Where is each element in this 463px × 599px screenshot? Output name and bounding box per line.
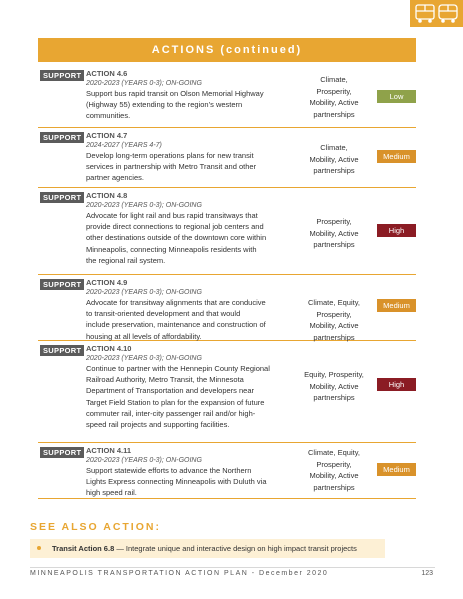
description-line: high speed rail. (86, 488, 137, 498)
section-header: ACTIONS (continued) (38, 38, 416, 62)
action-content (86, 278, 286, 342)
description-line: services in partnership with Metro Transit and other (86, 162, 257, 172)
support-badge: SUPPORT (40, 447, 84, 458)
action-content (86, 191, 286, 266)
support-badge: SUPPORT (40, 345, 84, 356)
action-row (38, 341, 416, 443)
action-title: ACTION 4.9 (86, 278, 128, 287)
action-goals (294, 369, 374, 404)
goal-line: partnerships (313, 240, 355, 249)
action-row (38, 443, 416, 499)
action-description (86, 297, 286, 342)
goal-line: Mobility, Active (309, 98, 359, 107)
goal-line: Mobility, Active (309, 154, 359, 164)
action-goals (294, 142, 374, 177)
action-content (86, 446, 286, 499)
action-row (38, 275, 416, 341)
description-line: communities. (86, 111, 131, 121)
goal-line: Prosperity, (316, 217, 352, 226)
description-line: to transit-oriented development and that would (86, 309, 241, 319)
description-line: Advocate for light rail and bus rapid transitways that (86, 211, 258, 220)
description-line: Railroad Authority, Metro Transit, the Minnesota (86, 375, 244, 385)
description-line: include preservation, maintenance and construction of (86, 320, 266, 330)
actions-table (38, 66, 416, 499)
priority-badge: High (377, 378, 416, 391)
support-badge: SUPPORT (40, 70, 84, 81)
goal-line: partnerships (313, 109, 355, 119)
description-line: provide direct connections to regional job centers and (86, 222, 264, 232)
action-title: ACTION 4.7 (86, 131, 128, 140)
description-line: partner agencies. (86, 173, 144, 183)
support-badge: SUPPORT (40, 279, 84, 290)
description-line: Continue to partner with the Hennepin County Regional (86, 364, 270, 373)
bus-train-icon (415, 3, 459, 24)
priority-badge: Medium (377, 299, 416, 312)
description-line: Minneapolis, connecting Minneapolis residents with (86, 244, 257, 254)
action-description (86, 150, 286, 184)
goal-line: Prosperity, (316, 86, 352, 96)
action-row (38, 128, 416, 188)
see-also-heading: SEE ALSO ACTION: (30, 521, 161, 533)
action-years: 2024-2027 (YEARS 4-7) (86, 142, 162, 149)
goal-line: partnerships (313, 482, 355, 492)
action-description (86, 363, 286, 430)
action-years: 2020-2023 (YEARS 0-3); ON-GOING (86, 289, 202, 296)
priority-badge: High (377, 224, 416, 237)
goal-line: Climate, (320, 143, 348, 152)
priority-badge: Low (377, 90, 416, 103)
action-row (38, 188, 416, 275)
priority-badge: Medium (377, 463, 416, 476)
description-line: other destinations outside of the downtown core within (86, 233, 267, 243)
description-line: Advocate for transitway alignments that are conducive (86, 298, 266, 307)
action-years: 2020-2023 (YEARS 0-3); ON-GOING (86, 457, 202, 464)
goal-line: Mobility, Active (309, 321, 359, 330)
description-line: Department of Transportation and developers near (86, 386, 255, 396)
description-line: Lights Express connecting Minneapolis with Duluth via (86, 477, 267, 487)
action-content (86, 344, 286, 430)
goal-line: Mobility, Active (309, 228, 359, 238)
goal-line: Equity, Prosperity, (304, 370, 364, 379)
action-title: ACTION 4.8 (86, 191, 128, 200)
description-line: commuter rail, inter-city passenger rail and/or high- (86, 408, 256, 418)
description-line: (Highway 55) extending to the region’s western (86, 100, 243, 110)
goal-line: Climate, Equity, (308, 298, 360, 307)
goal-line: Prosperity, (316, 459, 352, 469)
action-content (86, 131, 286, 184)
goal-line: Climate, (320, 75, 348, 84)
action-title: ACTION 4.6 (86, 69, 128, 78)
priority-badge: Medium (377, 150, 416, 163)
description-line: Support statewide efforts to advance the Northern (86, 466, 252, 475)
goal-line: partnerships (313, 393, 355, 402)
action-years: 2020-2023 (YEARS 0-3); ON-GOING (86, 355, 202, 362)
action-description (86, 465, 286, 499)
bullet-icon (37, 546, 41, 550)
see-also-item[interactable] (52, 543, 357, 554)
description-line: housing at all levels of affordability. (86, 331, 202, 341)
goal-line: Prosperity, (316, 309, 352, 319)
action-description (86, 210, 286, 266)
action-description (86, 88, 286, 122)
support-badge: SUPPORT (40, 132, 84, 143)
action-row (38, 66, 416, 128)
action-title: ACTION 4.11 (86, 446, 132, 455)
action-goals (294, 447, 374, 493)
see-also-link[interactable]: Transit Action 6.8 (52, 544, 115, 553)
goal-line: Mobility, Active (309, 471, 359, 480)
action-goals (294, 74, 374, 120)
action-goals (294, 297, 374, 343)
goal-line: partnerships (313, 166, 355, 175)
description-line: Develop long-term operations plans for new transit (86, 151, 254, 160)
description-line: Support bus rapid transit on Olson Memorial Highway (86, 89, 264, 98)
support-badge: SUPPORT (40, 192, 84, 203)
goal-line: partnerships (313, 332, 355, 342)
description-line: the regional rail system. (86, 255, 166, 265)
see-also-box (30, 539, 385, 558)
transit-mode-icon (410, 0, 463, 27)
description-line: Target Field Station to plan for the expansion of future (86, 397, 265, 407)
goal-line: Mobility, Active (309, 381, 359, 391)
description-line: speed rail projects and supporting facilities. (86, 420, 230, 430)
page-number: 123 (421, 570, 433, 577)
action-years: 2020-2023 (YEARS 0-3); ON-GOING (86, 80, 202, 87)
see-also-desc: — Integrate unique and interactive design on high impact transit projects (114, 544, 357, 553)
action-title: ACTION 4.10 (86, 344, 132, 353)
action-goals (294, 216, 374, 251)
footer-title: MINNEAPOLIS TRANSPORTATION ACTION PLAN - December 2020 (30, 570, 329, 577)
footer-divider (30, 567, 435, 568)
action-content (86, 69, 286, 122)
goal-line: Climate, Equity, (308, 448, 360, 457)
action-years: 2020-2023 (YEARS 0-3); ON-GOING (86, 202, 202, 209)
